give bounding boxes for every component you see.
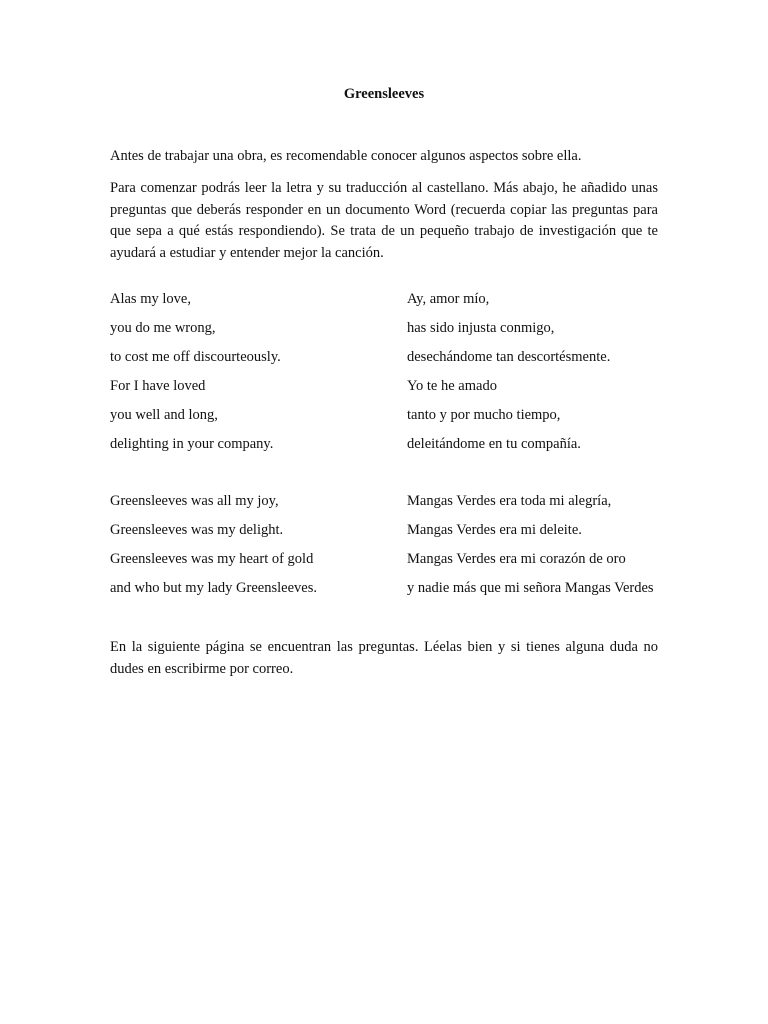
english-lyric: delighting in your company.	[110, 436, 274, 452]
lyrics-stanza	[110, 289, 658, 463]
english-lyric: Alas my love,	[110, 291, 191, 307]
lyric-line	[110, 520, 658, 549]
spanish-translation: Yo te he amado	[407, 378, 497, 394]
english-lyric: you do me wrong,	[110, 320, 216, 336]
lyric-line	[110, 434, 658, 463]
spanish-translation: Mangas Verdes era toda mi alegría,	[407, 493, 612, 509]
spanish-translation: deleitándome en tu compañía.	[407, 436, 581, 452]
lyric-line	[110, 491, 658, 520]
english-lyric: you well and long,	[110, 407, 218, 423]
lyric-line	[110, 347, 658, 376]
lyric-line	[110, 578, 658, 598]
spanish-translation: desechándome tan descortésmente.	[407, 349, 611, 365]
intro-paragraph: Para comenzar podrás leer la letra y su traducción al castellano. Más abajo, he añadido unas preguntas que deberás responder en un documento Word (recuerda copiar las preguntas para que sepa a qué estás respondiendo). Se trata de un pequeño trabajo de investigación que te ayudará a estudiar y entender mejor la canción.	[110, 180, 658, 261]
lyric-line	[110, 405, 658, 434]
english-lyric: Greensleeves was all my joy,	[110, 493, 279, 509]
lyric-line	[110, 549, 658, 578]
lyrics-stanza	[110, 491, 658, 598]
document-title: Greensleeves	[343, 86, 425, 102]
spanish-translation: Ay, amor mío,	[407, 291, 490, 307]
lyric-line	[110, 289, 658, 318]
lyric-line	[110, 318, 658, 347]
lyric-line	[110, 376, 658, 405]
english-lyric: Greensleeves was my heart of gold	[110, 551, 314, 567]
spanish-translation: Mangas Verdes era mi deleite.	[407, 522, 582, 538]
spanish-translation: tanto y por mucho tiempo,	[407, 407, 561, 423]
english-lyric: and who but my lady Greensleeves.	[110, 580, 317, 596]
english-lyric: For I have loved	[110, 378, 206, 394]
spanish-translation: y nadie más que mi señora Mangas Verdes	[407, 580, 654, 596]
spanish-translation: Mangas Verdes era mi corazón de oro	[407, 551, 626, 567]
intro-paragraph: Antes de trabajar una obra, es recomendable conocer algunos aspectos sobre ella.	[110, 148, 582, 164]
english-lyric: to cost me off discourteously.	[110, 349, 281, 365]
spanish-translation: has sido injusta conmigo,	[407, 320, 555, 336]
english-lyric: Greensleeves was my delight.	[110, 522, 284, 538]
closing-paragraph: En la siguiente página se encuentran las preguntas. Léelas bien y si tienes alguna duda no dudes en escribirme por correo.	[110, 639, 658, 677]
